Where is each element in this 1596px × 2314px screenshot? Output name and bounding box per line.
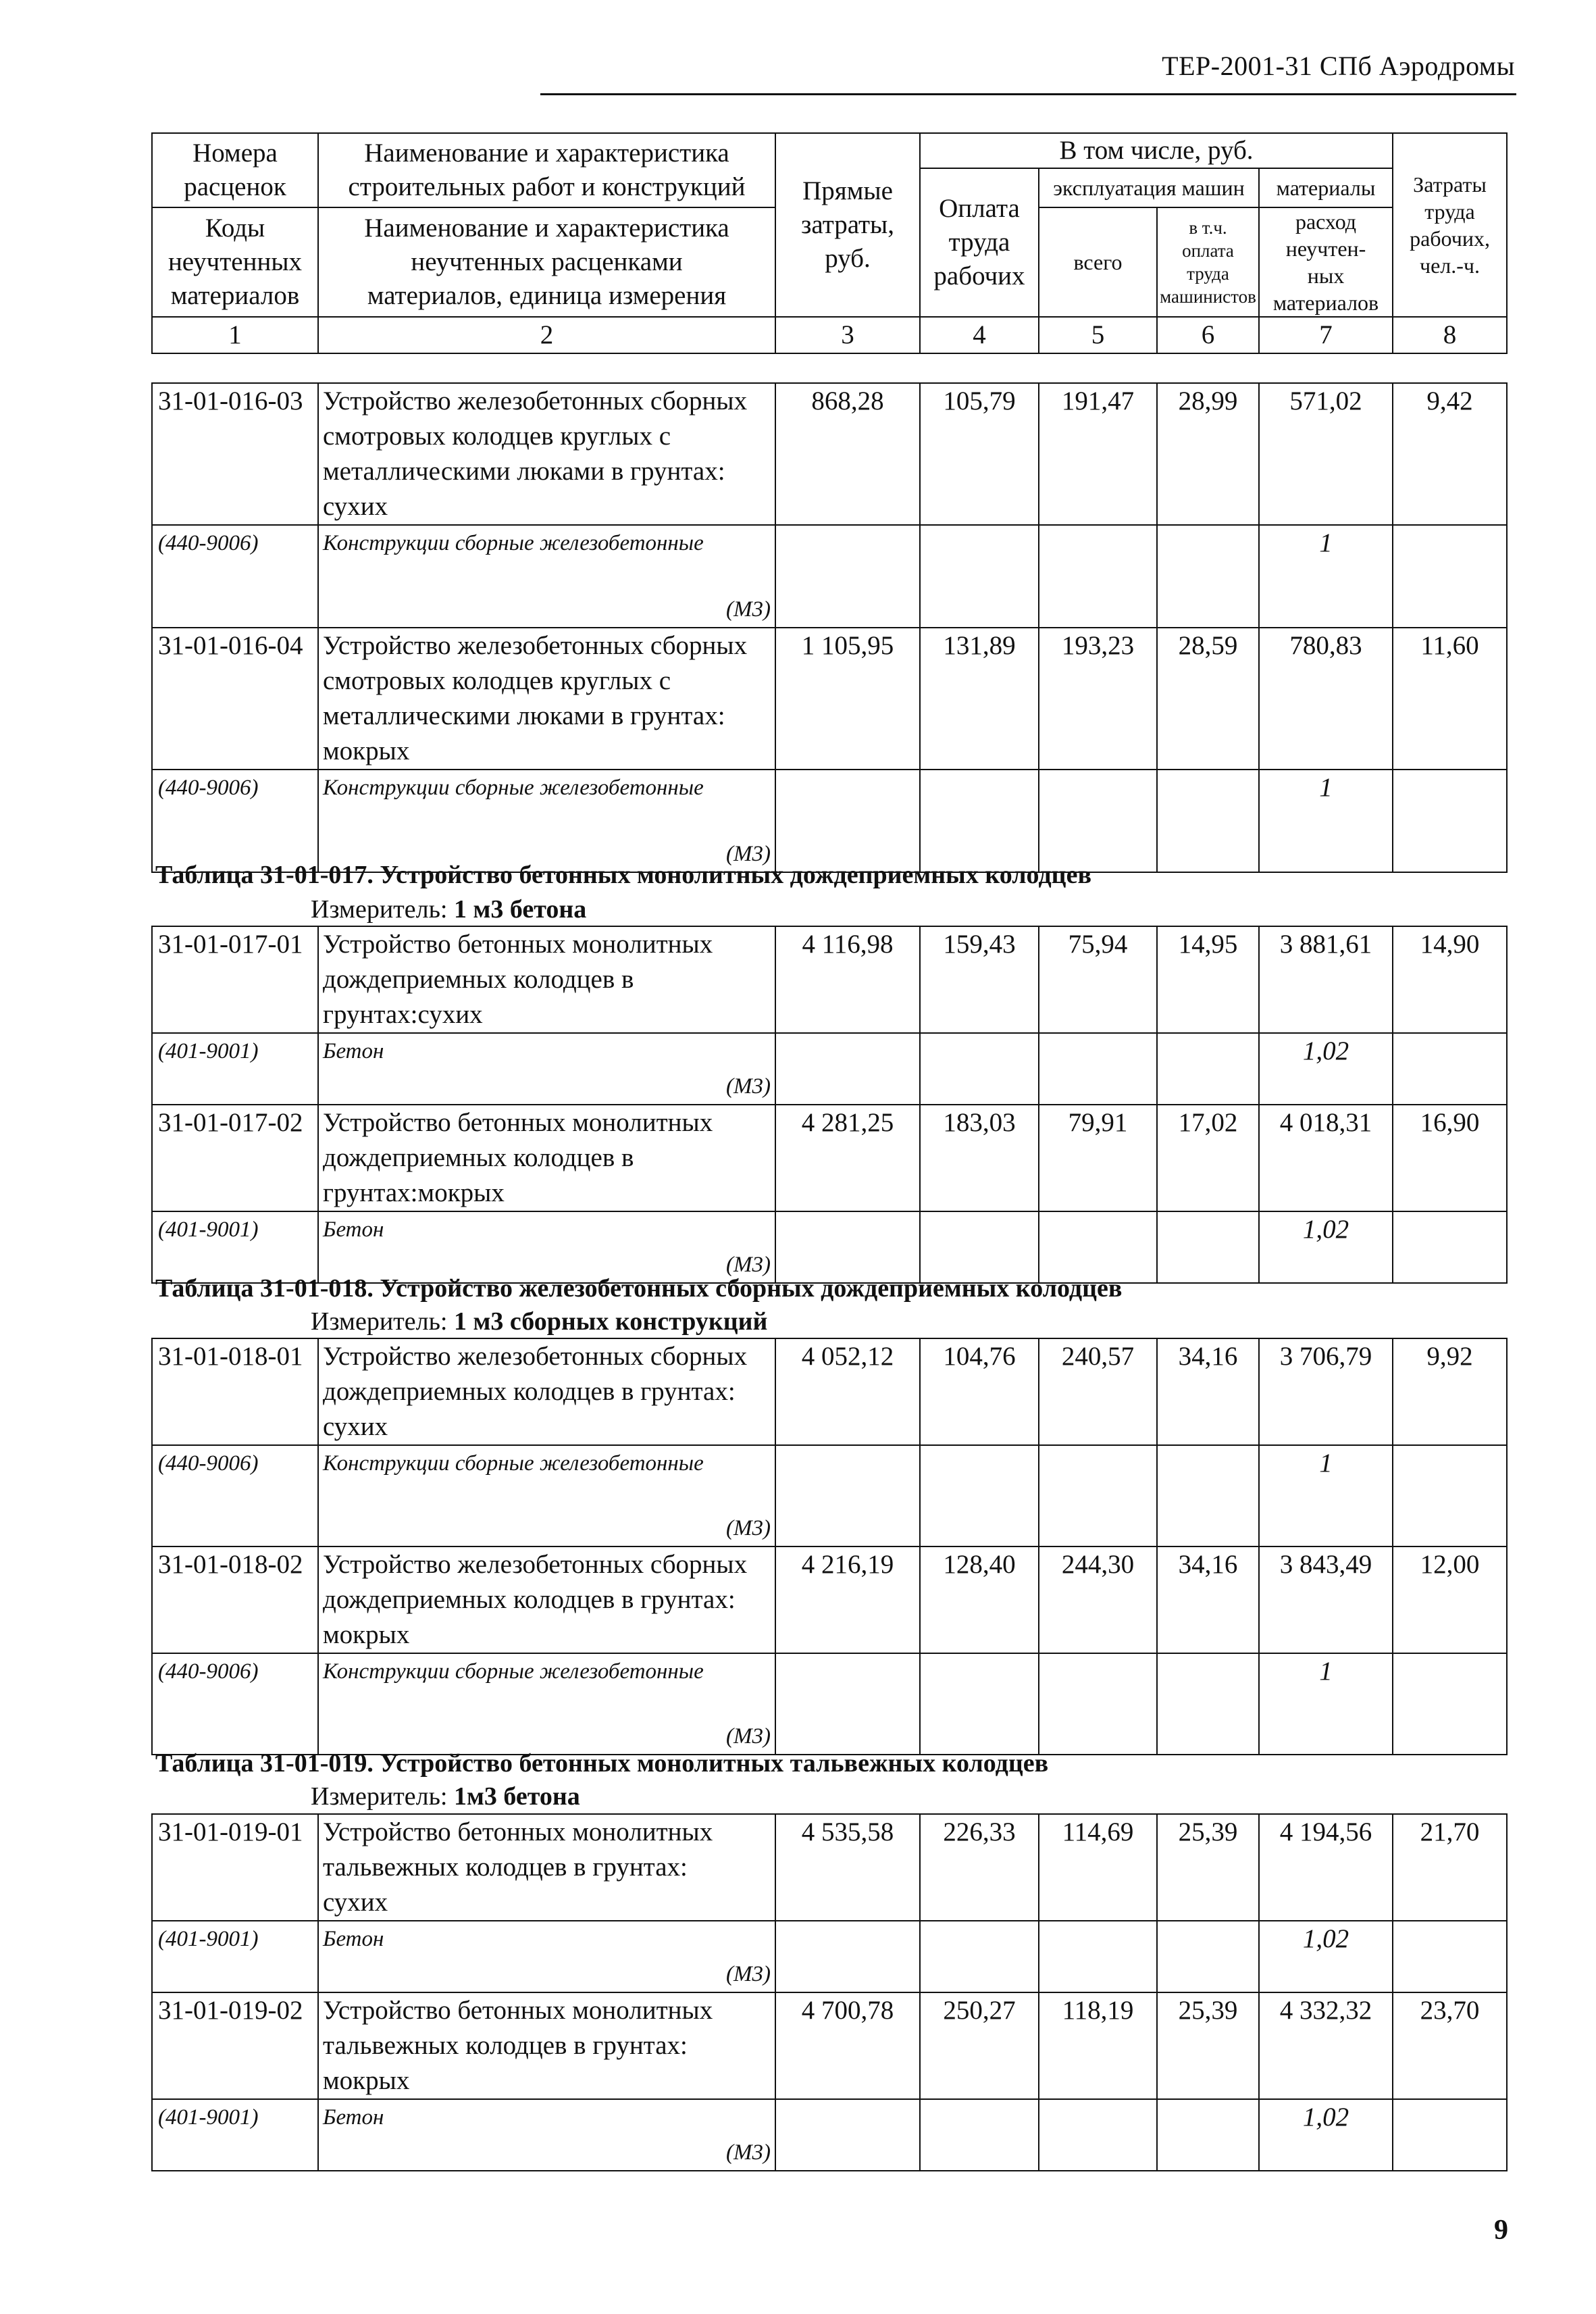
material-qty: 1 xyxy=(1259,1445,1393,1546)
measure-line: Измеритель: 1м3 бетона xyxy=(311,1782,580,1811)
machines-total: 244,30 xyxy=(1039,1546,1157,1653)
material-name: Бетон xyxy=(323,1039,384,1063)
material-cell xyxy=(318,1921,775,1992)
material-unit: (М3) xyxy=(726,2140,771,2165)
direct-cost: 4 281,25 xyxy=(775,1105,920,1211)
labor-cost: 128,40 xyxy=(920,1546,1039,1653)
material-unit: (М3) xyxy=(726,1253,771,1277)
col2-bottom-header: Наименование и характеристика неучтенных расценками материалов, единица измерения xyxy=(318,207,775,317)
material-name: Бетон xyxy=(323,1217,384,1242)
material-qty: 1 xyxy=(1259,770,1393,872)
group-header: В том числе, руб. xyxy=(920,133,1393,168)
material-qty: 1,02 xyxy=(1259,1033,1393,1105)
machinists-labor: 17,02 xyxy=(1157,1105,1259,1211)
material-cell xyxy=(318,1653,775,1755)
rate-name: Устройство бетонных монолитных тальвежных колодцев в грунтах: мокрых xyxy=(318,1992,775,2099)
materials-cost: 780,83 xyxy=(1259,628,1393,770)
direct-cost: 868,28 xyxy=(775,383,920,525)
measure-line: Измеритель: 1 м3 сборных конструкций xyxy=(311,1307,768,1336)
materials-cost: 571,02 xyxy=(1259,383,1393,525)
rates-table-018 xyxy=(151,1338,1508,1755)
materials-cost: 4 332,32 xyxy=(1259,1992,1393,2099)
rate-name: Устройство железобетонных сборных дождеприемных колодцев в грунтах: сухих xyxy=(318,1338,775,1445)
direct-cost: 1 105,95 xyxy=(775,628,920,770)
measure-line: Измеритель: 1 м3 бетона xyxy=(311,895,587,924)
rate-name: Устройство бетонных монолитных дождеприемных колодцев в грунтах:мокрых xyxy=(318,1105,775,1211)
rate-name: Устройство железобетонных сборных смотровых колодцев круглых с металлическими люками в грунтах: сухих xyxy=(318,383,775,525)
rate-code: 31-01-017-02 xyxy=(152,1105,318,1211)
material-cell xyxy=(318,1033,775,1105)
material-code: (401-9001) xyxy=(152,1211,318,1283)
table-caption: Таблица 31-01-017. Устройство бетонных монолитных дождеприемных колодцев xyxy=(155,861,1091,889)
section-019 xyxy=(151,1813,1506,2171)
material-unit: (М3) xyxy=(726,1516,771,1540)
col3-header: Прямые затраты, руб. xyxy=(775,133,920,317)
rate-code: 31-01-018-02 xyxy=(152,1546,318,1653)
material-qty: 1 xyxy=(1259,525,1393,628)
labor-hours: 14,90 xyxy=(1393,926,1507,1033)
material-code: (440-9006) xyxy=(152,525,318,628)
materials-cost: 3 843,49 xyxy=(1259,1546,1393,1653)
col2-top-header: Наименование и характеристика строительных работ и конструкций xyxy=(318,133,775,207)
material-code: (440-9006) xyxy=(152,1653,318,1755)
material-qty: 1 xyxy=(1259,1653,1393,1755)
running-header: ТЕР-2001-31 СПб Аэродромы xyxy=(1162,51,1515,81)
col6-header: в т.ч. оплата труда машинистов xyxy=(1157,207,1259,317)
direct-cost: 4 535,58 xyxy=(775,1814,920,1921)
machinists-labor: 28,59 xyxy=(1157,628,1259,770)
rate-name: Устройство бетонных монолитных дождеприемных колодцев в грунтах:сухих xyxy=(318,926,775,1033)
labor-hours: 9,92 xyxy=(1393,1338,1507,1445)
rate-row xyxy=(152,1338,1507,1546)
column-header-table xyxy=(151,132,1508,354)
labor-cost: 105,79 xyxy=(920,383,1039,525)
material-cell xyxy=(318,525,775,628)
material-name: Конструкции сборные железобетонные xyxy=(323,531,704,555)
page-number: 9 xyxy=(1494,2215,1508,2246)
material-qty: 1,02 xyxy=(1259,1211,1393,1283)
direct-cost: 4 116,98 xyxy=(775,926,920,1033)
machines-total: 79,91 xyxy=(1039,1105,1157,1211)
labor-cost: 226,33 xyxy=(920,1814,1039,1921)
table-caption: Таблица 31-01-018. Устройство железобетонных сборных дождеприемных колодцев xyxy=(155,1274,1123,1303)
rate-code: 31-01-016-03 xyxy=(152,383,318,525)
material-qty: 1,02 xyxy=(1259,2099,1393,2171)
labor-cost: 104,76 xyxy=(920,1338,1039,1445)
col4-header: Оплата труда рабочих xyxy=(920,168,1039,317)
rate-row xyxy=(152,1814,1507,1992)
section-017 xyxy=(151,926,1506,1284)
labor-cost: 250,27 xyxy=(920,1992,1039,2099)
material-name: Конструкции сборные железобетонные xyxy=(323,1451,704,1476)
section-016 xyxy=(151,382,1506,873)
col5-header: всего xyxy=(1039,207,1157,317)
machines-total: 191,47 xyxy=(1039,383,1157,525)
machines-header: эксплуатация машин xyxy=(1039,168,1259,207)
labor-cost: 159,43 xyxy=(920,926,1039,1033)
labor-cost: 131,89 xyxy=(920,628,1039,770)
col8-header: Затраты труда рабочих, чел.-ч. xyxy=(1393,133,1507,317)
material-cell xyxy=(318,1445,775,1546)
machines-total: 193,23 xyxy=(1039,628,1157,770)
rate-row xyxy=(152,926,1507,1105)
rate-code: 31-01-019-01 xyxy=(152,1814,318,1921)
section-018 xyxy=(151,1338,1506,1755)
rate-row xyxy=(152,628,1507,872)
material-name: Конструкции сборные железобетонные xyxy=(323,1659,704,1684)
machinists-labor: 34,16 xyxy=(1157,1546,1259,1653)
materials-header: материалы xyxy=(1259,168,1393,207)
material-cell xyxy=(318,770,775,872)
material-name: Бетон xyxy=(323,1927,384,1951)
material-code: (440-9006) xyxy=(152,770,318,872)
material-unit: (М3) xyxy=(726,1074,771,1099)
material-code: (401-9001) xyxy=(152,1921,318,1992)
material-cell xyxy=(318,1211,775,1283)
material-unit: (М3) xyxy=(726,597,771,622)
table-caption: Таблица 31-01-019. Устройство бетонных монолитных тальвежных колодцев xyxy=(155,1749,1049,1778)
machinists-labor: 34,16 xyxy=(1157,1338,1259,1445)
machinists-labor: 25,39 xyxy=(1157,1992,1259,2099)
direct-cost: 4 216,19 xyxy=(775,1546,920,1653)
rates-table-017 xyxy=(151,926,1508,1284)
machinists-labor: 14,95 xyxy=(1157,926,1259,1033)
materials-cost: 4 194,56 xyxy=(1259,1814,1393,1921)
rate-name: Устройство железобетонных сборных дождеприемных колодцев в грунтах: мокрых xyxy=(318,1546,775,1653)
materials-cost: 4 018,31 xyxy=(1259,1105,1393,1211)
rate-name: Устройство бетонных монолитных тальвежных колодцев в грунтах: сухих xyxy=(318,1814,775,1921)
rate-code: 31-01-018-01 xyxy=(152,1338,318,1445)
machines-total: 75,94 xyxy=(1039,926,1157,1033)
column-header-block xyxy=(151,132,1506,354)
labor-hours: 12,00 xyxy=(1393,1546,1507,1653)
rate-code: 31-01-016-04 xyxy=(152,628,318,770)
col7-header: расход неучтен- ных материалов xyxy=(1259,207,1393,317)
rate-row xyxy=(152,1546,1507,1755)
material-code: (401-9001) xyxy=(152,1033,318,1105)
direct-cost: 4 700,78 xyxy=(775,1992,920,2099)
rates-table-016 xyxy=(151,382,1508,873)
rates-table-019 xyxy=(151,1813,1508,2171)
machines-total: 118,19 xyxy=(1039,1992,1157,2099)
machinists-labor: 28,99 xyxy=(1157,383,1259,525)
labor-hours: 21,70 xyxy=(1393,1814,1507,1921)
rate-row xyxy=(152,1105,1507,1283)
col1-top-header: Номера расценок xyxy=(152,133,318,207)
labor-hours: 16,90 xyxy=(1393,1105,1507,1211)
rate-row xyxy=(152,1992,1507,2171)
material-unit: (М3) xyxy=(726,1962,771,1986)
materials-cost: 3 706,79 xyxy=(1259,1338,1393,1445)
rate-code: 31-01-019-02 xyxy=(152,1992,318,2099)
material-cell xyxy=(318,2099,775,2171)
material-code: (440-9006) xyxy=(152,1445,318,1546)
col1-bottom-header: Коды неучтенных материалов xyxy=(152,207,318,317)
direct-cost: 4 052,12 xyxy=(775,1338,920,1445)
machines-total: 240,57 xyxy=(1039,1338,1157,1445)
machinists-labor: 25,39 xyxy=(1157,1814,1259,1921)
material-unit: (М3) xyxy=(726,842,771,866)
header-rule xyxy=(540,93,1516,95)
material-name: Конструкции сборные железобетонные xyxy=(323,776,704,800)
labor-hours: 11,60 xyxy=(1393,628,1507,770)
labor-hours: 9,42 xyxy=(1393,383,1507,525)
material-unit: (М3) xyxy=(726,1724,771,1749)
labor-hours: 23,70 xyxy=(1393,1992,1507,2099)
labor-cost: 183,03 xyxy=(920,1105,1039,1211)
material-qty: 1,02 xyxy=(1259,1921,1393,1992)
rate-name: Устройство железобетонных сборных смотровых колодцев круглых с металлическими люками в грунтах: мокрых xyxy=(318,628,775,770)
machines-total: 114,69 xyxy=(1039,1814,1157,1921)
material-name: Бетон xyxy=(323,2105,384,2130)
rate-code: 31-01-017-01 xyxy=(152,926,318,1033)
rate-row xyxy=(152,383,1507,628)
column-number-row: 1 2 3 4 5 6 7 8 xyxy=(152,317,1507,353)
material-code: (401-9001) xyxy=(152,2099,318,2171)
materials-cost: 3 881,61 xyxy=(1259,926,1393,1033)
